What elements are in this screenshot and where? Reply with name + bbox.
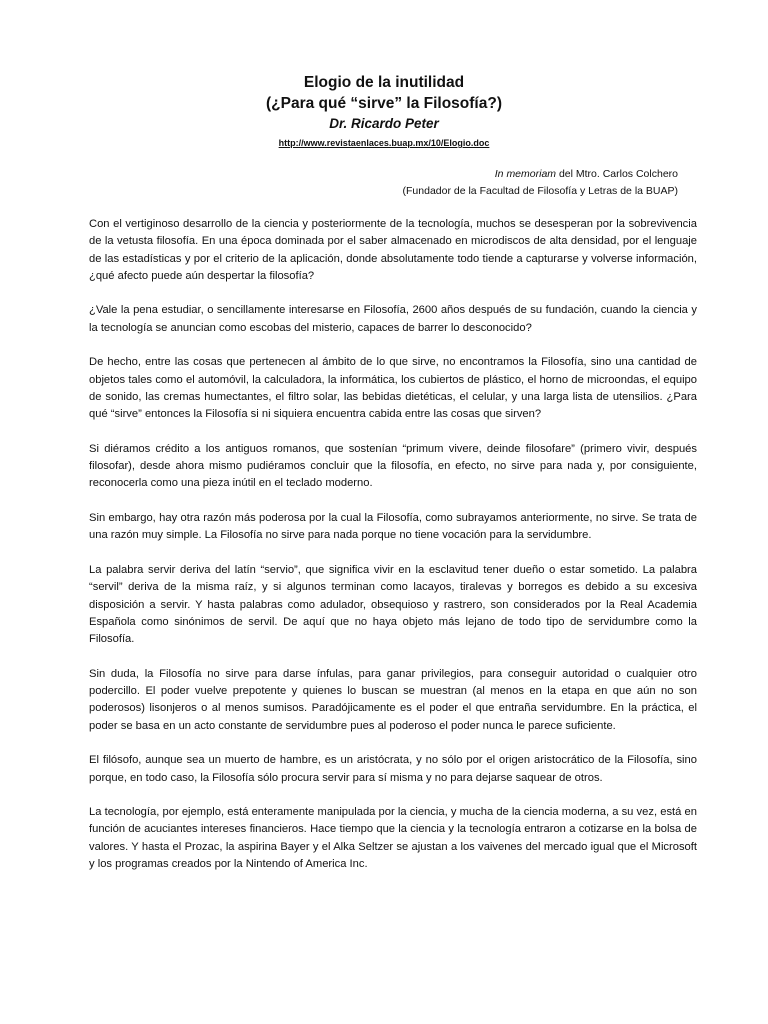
dedication-name: del Mtro. Carlos Colchero — [556, 168, 678, 180]
source-link[interactable]: http://www.revistaenlaces.buap.mx/10/Elogio.doc — [278, 138, 490, 148]
paragraph: De hecho, entre las cosas que pertenecen al ámbito de lo que sirve, no encontramos la Filosofía, sino una cantidad de objetos tales como el automóvil, la calculadora, la informática, los cubiertos de plástico, el horno de microondas, el equipo de sonido, las cremas humectantes, el filtro solar, las bebidas dietéticas, el celular, y una larga lista de utensilios. ¿Para qué “sirve” entonces la Filosofía si ni siquiera encuentra cabida entre las cosas que sirven? — [89, 356, 697, 421]
paragraph: La tecnología, por ejemplo, está enteramente manipulada por la ciencia, y mucha de la ciencia moderna, a su vez, está en función de acuciantes intereses financieros. Hace tiempo que la ciencia y la tecnología entraron a cotizarse en la bolsa de valores. Y hasta el Prozac, la aspirina Bayer y el Alka Seltzer se ajustan a los vaivenes del mercado igual que el Microsoft y los programas creados por la Nintendo of America Inc. — [89, 806, 697, 870]
paragraph: Si diéramos crédito a los antiguos romanos, que sostenían “primum vivere, deinde filosofare” (primero vivir, después filosofar), desde ahora mismo pudiéramos concluir que la filosofía, en efecto, no sirve para nada y, por consiguiente, reconocerla como una pieza inútil en el teclado moderno. — [89, 442, 697, 490]
dedication — [403, 166, 678, 200]
document-title: Elogio de la inutilidad — [303, 74, 465, 91]
paragraph: Sin embargo, hay otra razón más poderosa por la cual la Filosofía, como subrayamos anteriormente, no sirve. Se trata de una razón muy simple. La Filosofía no sirve para nada porque no tiene vocación para la servidumbre. — [89, 512, 697, 542]
paragraph: ¿Vale la pena estudiar, o sencillamente interesarse en Filosofía, 2600 años después de su fundación, cuando la ciencia y la tecnología se anuncian como escobas del misterio, capaces de barrer lo desconocido? — [89, 304, 697, 334]
document-body — [89, 216, 697, 891]
paragraph: Sin duda, la Filosofía no sirve para darse ínfulas, para ganar privilegios, para conseguir autoridad o cualquier otro podercillo. El poder vuelve prepotente y quienes lo buscan se muestran (al menos en la etapa en que aún no son poderosos) lisonjeros o al menos sumisos. Paradójicamente es el poder el que entraña servidumbre. En la práctica, el poder se basa en un acto constante de servidumbre pues al poderoso el poder nunca le parece suficiente. — [89, 667, 697, 732]
in-memoriam-label: In memoriam — [494, 168, 557, 180]
paragraph: Con el vertiginoso desarrollo de la ciencia y posteriormente de la tecnología, muchos se desesperan por la sobrevivencia de la vetusta filosofía. En una época dominada por el saber almacenado en microdiscos de alta densidad, por el lenguaje de las estadísticas y por el criterio de la aplicación, donde absolutamente todo tiende a capturarse y volverse información, ¿qué afecto puede aún despertar la filosofía? — [89, 218, 697, 282]
document-author: Dr. Ricardo Peter — [329, 116, 439, 131]
document-subtitle: (¿Para qué “sirve” la Filosofía?) — [265, 95, 502, 112]
document-header — [0, 72, 768, 151]
paragraph: El filósofo, aunque sea un muerto de hambre, es un aristócrata, y no sólo por el origen aristocrático de la Filosofía, sino porque, en todo caso, la Filosofía sólo procura servir para sí misma y no para dejarse saquear de otros. — [89, 754, 697, 784]
dedication-founder: (Fundador de la Facultad de Filosofía y Letras de la BUAP) — [402, 185, 678, 197]
dedication-line-1 — [403, 166, 678, 183]
paragraph: La palabra servir deriva del latín “servio”, que significa vivir en la esclavitud tener dueño o estar sometido. La palabra “servil” deriva de la misma raíz, y si algunos terminan como lacayos, tiralevas y borregos es debido a su excesiva disposición a servir. Y hasta palabras como adulador, obsequioso y rastrero, son considerados por la Real Academia Española como sinónimos de servil. De aquí que no haya objeto más lejano de todo tipo de servidumbre como la Filosofía. — [89, 563, 697, 646]
